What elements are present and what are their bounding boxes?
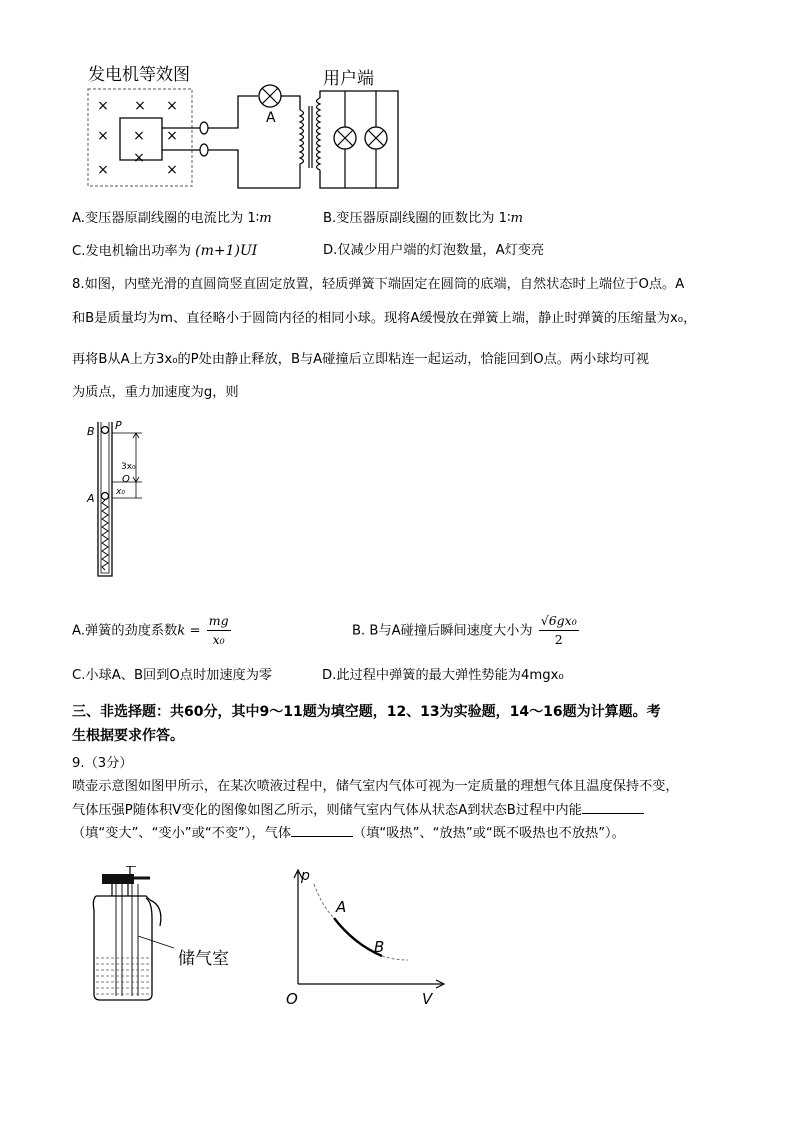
svg-text:3x₀: 3x₀ [121, 462, 136, 472]
q9-heading: 9.（3分） [72, 756, 133, 771]
svg-text:V: V [422, 990, 433, 1008]
q7-option-c: C.发电机输出功率为 (m+1)UI [72, 243, 258, 259]
svg-text:×: × [166, 162, 178, 178]
svg-text:p: p [301, 868, 310, 884]
q9-line-3: （填“变大”、“变小”或“不变”），气体 （填“吸热”、“放热”或“既不吸热也不放热”）。 [72, 826, 625, 841]
svg-text:×: × [133, 128, 145, 144]
generator-circuit-figure [80, 58, 410, 198]
svg-text:x₀: x₀ [116, 487, 125, 497]
svg-text:A: A [336, 898, 347, 916]
q8-line-2: 和B是质量均为m、直径略小于圆筒内径的相同小球。现将A缓慢放在弹簧上端，静止时弹簧的压缩量为x₀， [72, 311, 697, 326]
storage-chamber-label: 储气室 [178, 949, 229, 969]
svg-text:B: B [87, 425, 95, 438]
q7-option-b: B.变压器原副线圈的匝数比为 1∶m [323, 211, 524, 226]
svg-text:×: × [133, 150, 145, 166]
svg-text:×: × [97, 128, 109, 144]
q8-line-1: 8.如图，内壁光滑的直圆筒竖直固定放置，轻质弹簧下端固定在圆筒的底端，自然状态时上端位于O点。A [72, 277, 685, 292]
section-three-heading-cont: 生根据要求作答。 [72, 728, 184, 744]
svg-text:×: × [97, 98, 109, 114]
q9-blank-2[interactable] [291, 824, 353, 837]
q9-line-1: 喷壶示意图如图甲所示，在某次喷液过程中，储气室内气体可视为一定质量的理想气体且温度保持不变， [72, 779, 679, 794]
svg-text:O: O [122, 474, 130, 485]
q8-line-3: 再将B从A上方3x₀的P处由静止释放，B与A碰撞后立即粘连一起运动，恰能回到O点。两小球均可视 [72, 352, 650, 367]
q8-option-d: D.此过程中弹簧的最大弹性势能为4mgx₀ [322, 668, 564, 683]
q8-option-a: A.弹簧的劲度系数k = $\frac{mg}{\text{x₀}}$ [72, 613, 229, 647]
q7-option-a: A.变压器原副线圈的电流比为 1∶m [72, 211, 272, 226]
svg-text:B: B [374, 938, 385, 956]
generator-title: 发电机等效图 [88, 65, 190, 85]
sprayer-figure [90, 866, 260, 1006]
svg-text:×: × [166, 98, 178, 114]
q8-option-c: C.小球A、B回到O点时加速度为零 [72, 668, 273, 683]
section-three-heading: 三、非选择题：共60分，其中9～11题为填空题，12、13为实验题，14～16题为计算题。考 [72, 704, 661, 720]
pv-graph-figure [284, 866, 454, 1008]
lamp-a-label: A [266, 110, 276, 126]
svg-text:×: × [97, 162, 109, 178]
svg-text:×: × [166, 128, 178, 144]
svg-text:P: P [115, 419, 122, 432]
q8-line-4: 为质点，重力加速度为g，则 [72, 385, 239, 400]
q9-blank-1[interactable] [582, 801, 644, 814]
svg-text:O: O [286, 990, 298, 1008]
q7-option-d: D.仅减少用户端的灯泡数量，A灯变亮 [323, 243, 545, 258]
magnetic-field-crosses [97, 98, 178, 178]
svg-text:A: A [87, 492, 95, 505]
user-end-label: 用户端 [323, 69, 374, 89]
q9-line-2: 气体压强P随体积V变化的图像如图乙所示，则储气室内气体从状态A到状态B过程中内能 [72, 801, 644, 820]
q8-option-b: B. B与A碰撞后瞬间速度大小为 $\frac{\text{√6gx₀}}{2}$ [352, 613, 577, 647]
svg-text:×: × [134, 98, 146, 114]
tube-spring-figure [84, 418, 164, 580]
